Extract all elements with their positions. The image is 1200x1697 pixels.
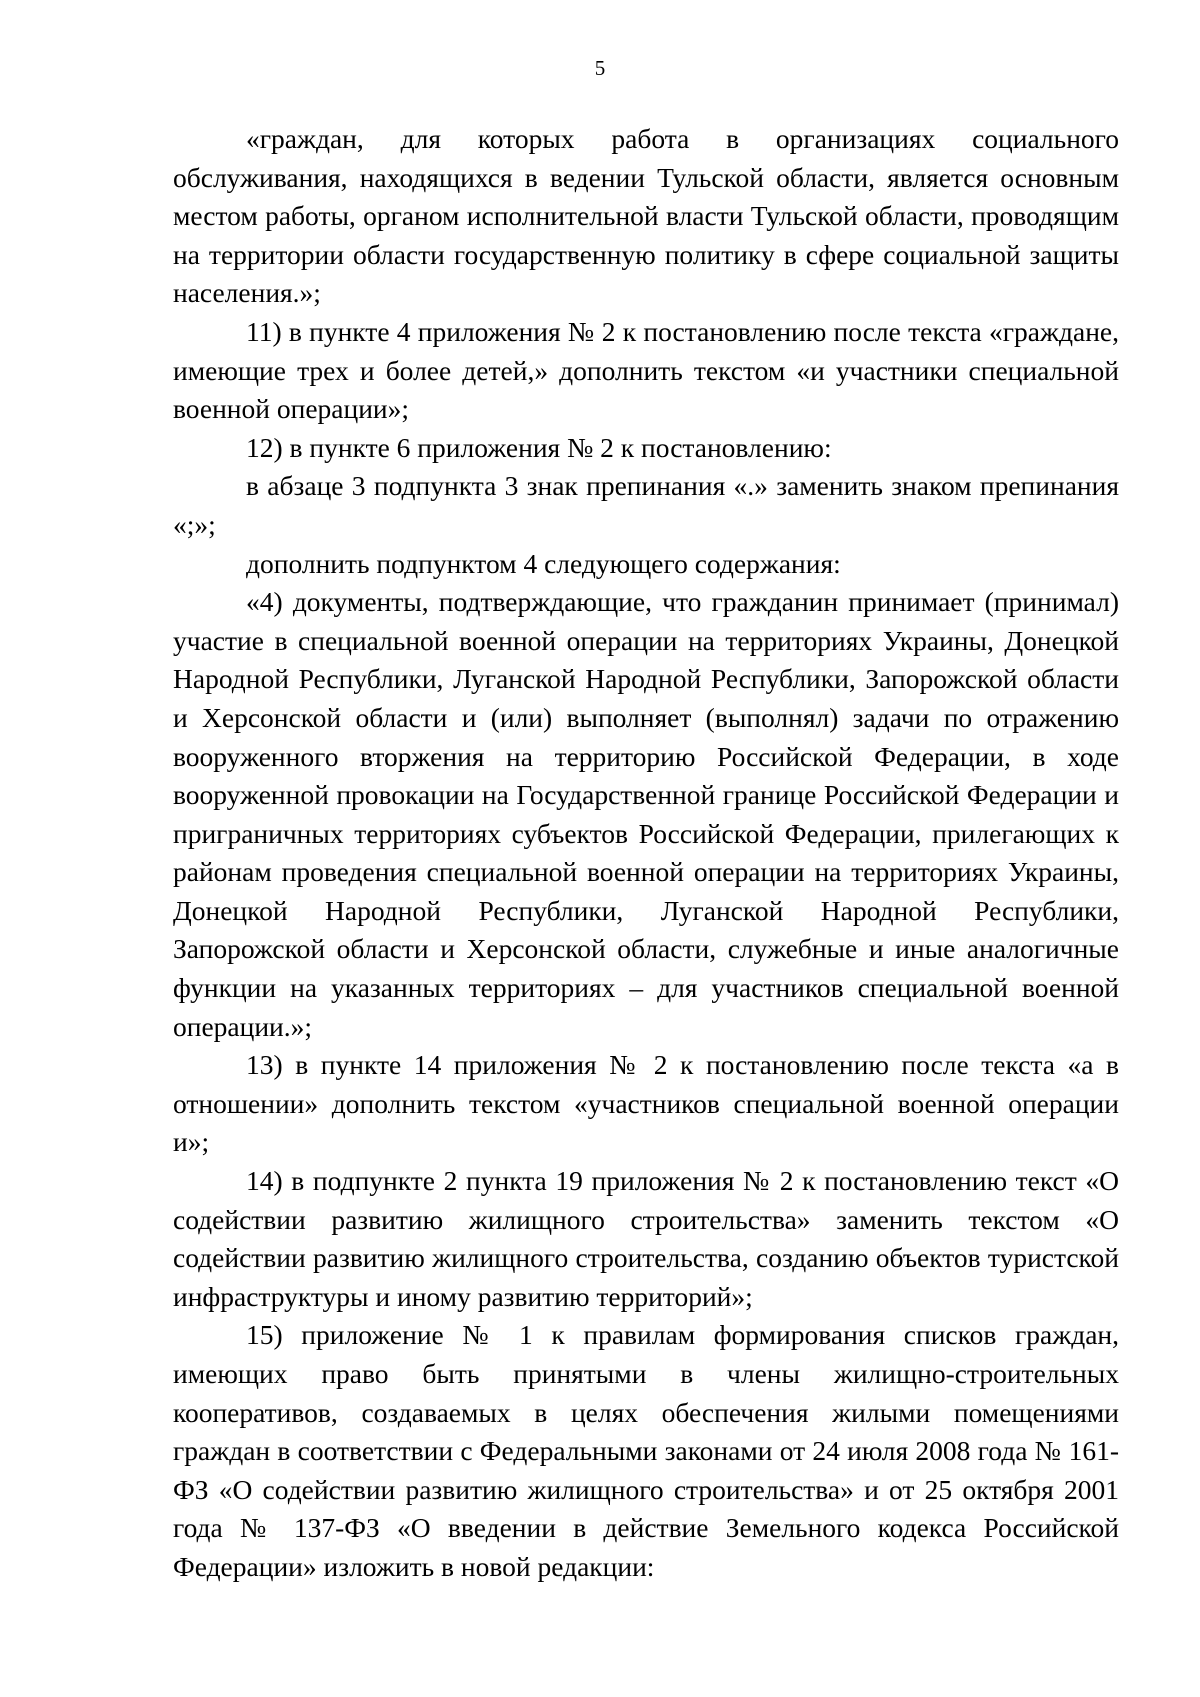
paragraph-item-11: 11) в пункте 4 приложения № 2 к постановлению после текста «граждане, имеющие трех и более детей,» дополнить текстом «и участники специальной военной операции»; bbox=[173, 315, 1119, 425]
paragraph-item-12-add-subitem: дополнить подпунктом 4 следующего содержания: bbox=[246, 547, 841, 579]
paragraph-subitem-4-documents: «4) документы, подтверждающие, что гражданин принимает (принимал) участие в специальной военной операции на территориях Украины, Донецкой Народной Республики, Луганской Народной Республики, Запорожской области и Херсонской области и (или) выполняет (выполнял) задачи по отражению вооруженного вторжения на территорию Российской Федерации, в ходе вооруженной провокации на Государственной границе Российской Федерации и приграничных территориях субъектов Российской Федерации, прилегающих к районам проведения специальной военной операции на территориях Украины, Донецкой Народной Республики, Луганской Народной Республики, Запорожской области и Херсонской области, служебные и иные аналогичные функции на указанных территориях – для участников специальной военной операции.»; bbox=[173, 586, 1119, 1042]
paragraph-social-service-workers: «граждан, для которых работа в организациях социального обслуживания, находящихся в ведении Тульской области, является основным местом работы, органом исполнительной власти Тульской области, проводящим на территории области государственную политику в сфере социальной защиты населения.»; bbox=[173, 123, 1119, 309]
paragraph-item-15: 15) приложение № 1 к правилам формирования списков граждан, имеющих право быть принятыми в члены жилищно-строительных кооперативов, создаваемых в целях обеспечения жилыми помещениями граждан в соответствии с Федеральными законами от 24 июля 2008 года № 161-ФЗ «О содействии развитию жилищного строительства» и от 25 октября 2001 года № 137-ФЗ «О введении в действие Земельного кодекса Российской Федерации» изложить в новой редакции: bbox=[173, 1319, 1119, 1582]
page-number: 5 bbox=[594, 56, 606, 80]
paragraph-item-13: 13) в пункте 14 приложения № 2 к постановлению после текста «а в отношении» дополнить текстом «участников специальной военной операции и»; bbox=[173, 1049, 1119, 1158]
document-body bbox=[173, 120, 1119, 1587]
paragraph-item-12: 12) в пункте 6 приложения № 2 к постановлению: bbox=[246, 431, 832, 463]
paragraph-item-12-punctuation: в абзаце 3 подпункта 3 знак препинания «.» заменить знаком препинания «;»; bbox=[173, 470, 1119, 540]
paragraph-item-14: 14) в подпункте 2 пункта 19 приложения № 2 к постановлению текст «О содействии развитию жилищного строительства» заменить текстом «О содействии развитию жилищного строительства, созданию объектов туристской инфраструктуры и иному развитию территорий»; bbox=[173, 1165, 1119, 1312]
